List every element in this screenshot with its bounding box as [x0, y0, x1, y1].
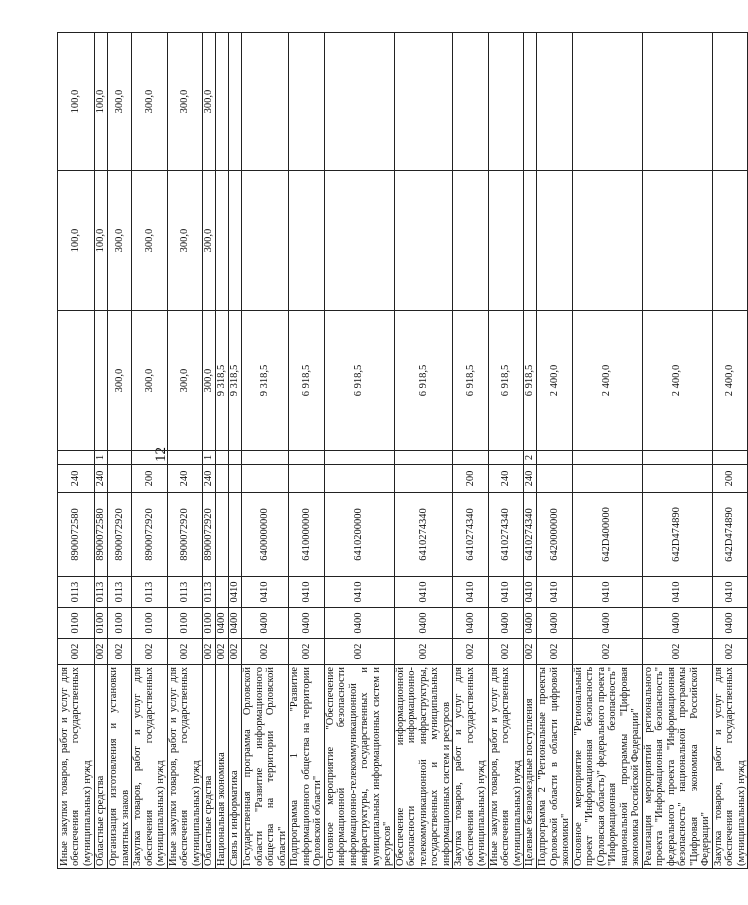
subsection-code [216, 577, 229, 608]
amount-year-1 [58, 311, 95, 451]
funding-source-code [216, 451, 229, 465]
ministry-code: 002 [203, 639, 216, 665]
section-code: 0400 [572, 608, 642, 639]
target-article-code: 642D474890 [712, 493, 748, 577]
section-code: 0400 [289, 608, 325, 639]
ministry-code: 002 [572, 639, 642, 665]
target-article-code: 6420000000 [537, 493, 573, 577]
target-article-code: 8900072580 [58, 493, 95, 577]
subsection-code: 0410 [324, 577, 394, 608]
row-name: Закупка товаров, работ и услуг для обеспечения государственных (муниципальных) нужд [712, 665, 748, 869]
ministry-code: 002 [132, 639, 168, 665]
section-code: 0400 [242, 608, 289, 639]
amount-year-1: 9 318,5 [229, 311, 242, 451]
funding-source-code [537, 451, 573, 465]
ministry-code: 002 [242, 639, 289, 665]
row-name: Подпрограмма 1 "Развитие информационного общества на территории Орловской области" [289, 665, 325, 869]
row-name: Иные закупки товаров, работ и услуг для обеспечения государственных (муниципальных) нужд [488, 665, 524, 869]
amount-year-2: 100,0 [95, 171, 108, 311]
funding-source-code [58, 451, 95, 465]
table-row [394, 33, 453, 869]
amount-year-3 [453, 33, 489, 171]
table-row [642, 33, 712, 869]
funding-source-code: 1 [95, 451, 108, 465]
expense-type-code: 240 [488, 465, 524, 493]
table-body [58, 33, 748, 869]
table-row [572, 33, 642, 869]
target-article-code: 6410274340 [488, 493, 524, 577]
target-article-code: 8900072580 [95, 493, 108, 577]
target-article-code [229, 493, 242, 577]
amount-year-1: 6 918,5 [289, 311, 325, 451]
amount-year-1: 2 400,0 [537, 311, 573, 451]
expense-type-code: 240 [58, 465, 95, 493]
subsection-code: 0410 [289, 577, 325, 608]
amount-year-3 [572, 33, 642, 171]
amount-year-2: 100,0 [58, 171, 95, 311]
amount-year-1: 6 918,5 [394, 311, 453, 451]
budget-table [57, 32, 748, 869]
subsection-code: 0410 [537, 577, 573, 608]
section-code: 0400 [229, 608, 242, 639]
funding-source-code [167, 451, 203, 465]
amount-year-3: 300,0 [167, 33, 203, 171]
expense-type-code: 200 [712, 465, 748, 493]
subsection-code: 0113 [167, 577, 203, 608]
subsection-code: 0410 [642, 577, 712, 608]
section-code: 0400 [524, 608, 537, 639]
expense-type-code: 240 [203, 465, 216, 493]
amount-year-2 [537, 171, 573, 311]
amount-year-2 [572, 171, 642, 311]
row-name: Иные закупки товаров, работ и услуг для обеспечения государственных (муниципальных) нужд [58, 665, 95, 869]
amount-year-3 [712, 33, 748, 171]
funding-source-code [572, 451, 642, 465]
expense-type-code: 200 [453, 465, 489, 493]
amount-year-1 [95, 311, 108, 451]
ministry-code: 002 [524, 639, 537, 665]
expense-type-code [572, 465, 642, 493]
funding-source-code: 2 [524, 451, 537, 465]
row-name: Иные закупки товаров, работ и услуг для обеспечения государственных (муниципальных) нужд [167, 665, 203, 869]
table-row [289, 33, 325, 869]
amount-year-2 [324, 171, 394, 311]
amount-year-2: 300,0 [203, 171, 216, 311]
target-article-code: 6410274340 [524, 493, 537, 577]
subsection-code: 0410 [453, 577, 489, 608]
ministry-code: 002 [289, 639, 325, 665]
funding-source-code [488, 451, 524, 465]
target-article-code: 6410000000 [289, 493, 325, 577]
expense-type-code [216, 465, 229, 493]
expense-type-code: 200 [132, 465, 168, 493]
subsection-code: 0410 [712, 577, 748, 608]
amount-year-3 [324, 33, 394, 171]
table-row [524, 33, 537, 869]
section-code: 0400 [712, 608, 748, 639]
amount-year-3 [229, 33, 242, 171]
target-article-code: 8900072920 [203, 493, 216, 577]
funding-source-code [242, 451, 289, 465]
table-row [108, 33, 132, 869]
amount-year-3: 300,0 [203, 33, 216, 171]
amount-year-3 [537, 33, 573, 171]
funding-source-code [324, 451, 394, 465]
row-name: Областные средства [95, 665, 108, 869]
table-row [537, 33, 573, 869]
funding-source-code [394, 451, 453, 465]
row-name: Национальная экономика [216, 665, 229, 869]
target-article-code: 642D474890 [642, 493, 712, 577]
page-number: 12 [153, 447, 169, 462]
amount-year-3: 100,0 [58, 33, 95, 171]
expense-type-code [229, 465, 242, 493]
subsection-code: 0410 [524, 577, 537, 608]
ministry-code: 002 [712, 639, 748, 665]
subsection-code: 0410 [229, 577, 242, 608]
amount-year-3: 300,0 [108, 33, 132, 171]
section-code: 0400 [394, 608, 453, 639]
subsection-code: 0410 [488, 577, 524, 608]
subsection-code: 0113 [203, 577, 216, 608]
table-row [132, 33, 168, 869]
expense-type-code: 240 [167, 465, 203, 493]
amount-year-2 [216, 171, 229, 311]
funding-source-code [132, 451, 168, 465]
amount-year-1: 300,0 [167, 311, 203, 451]
ministry-code: 002 [642, 639, 712, 665]
funding-source-code: 1 [203, 451, 216, 465]
table-row [242, 33, 289, 869]
ministry-code: 002 [537, 639, 573, 665]
ministry-code: 002 [216, 639, 229, 665]
row-name: Целевые безвозмездные поступления [524, 665, 537, 869]
amount-year-3 [289, 33, 325, 171]
section-code: 0100 [132, 608, 168, 639]
row-name: Государственная программа Орловской области "Развитие информационного общества на территории Орловской области" [242, 665, 289, 869]
target-article-code: 8900072920 [108, 493, 132, 577]
ministry-code: 002 [394, 639, 453, 665]
target-article-code: 6400000000 [242, 493, 289, 577]
amount-year-2 [242, 171, 289, 311]
expense-type-code: 240 [95, 465, 108, 493]
funding-source-code [289, 451, 325, 465]
subsection-code: 0113 [95, 577, 108, 608]
amount-year-2 [642, 171, 712, 311]
amount-year-2: 300,0 [167, 171, 203, 311]
section-code: 0400 [324, 608, 394, 639]
ministry-code: 002 [167, 639, 203, 665]
table-row [167, 33, 203, 869]
ministry-code: 002 [324, 639, 394, 665]
funding-source-code [453, 451, 489, 465]
section-code: 0400 [488, 608, 524, 639]
expense-type-code [242, 465, 289, 493]
subsection-code: 0410 [572, 577, 642, 608]
amount-year-2: 300,0 [132, 171, 168, 311]
ministry-code: 002 [95, 639, 108, 665]
section-code: 0100 [95, 608, 108, 639]
row-name: Связь и информатика [229, 665, 242, 869]
target-article-code: 642D400000 [572, 493, 642, 577]
expense-type-code [394, 465, 453, 493]
row-name: Реализация мероприятий регионального проекта "Информационная безопасность" федерального проекта "Информационная безопасность" национальной программы "Цифровая экономика Российской Федерации" [642, 665, 712, 869]
amount-year-1: 300,0 [203, 311, 216, 451]
section-code: 0100 [58, 608, 95, 639]
amount-year-3 [394, 33, 453, 171]
funding-source-code [712, 451, 748, 465]
amount-year-3: 300,0 [132, 33, 168, 171]
amount-year-1: 6 918,5 [488, 311, 524, 451]
target-article-code: 8900072920 [167, 493, 203, 577]
budget-table-rotated [57, 33, 747, 869]
subsection-code: 0113 [58, 577, 95, 608]
table-row [95, 33, 108, 869]
row-name: Организация изготовления и установки памятных знаков [108, 665, 132, 869]
table-row [712, 33, 748, 869]
expense-type-code [324, 465, 394, 493]
amount-year-2 [712, 171, 748, 311]
table-row [488, 33, 524, 869]
amount-year-2 [453, 171, 489, 311]
section-code: 0100 [167, 608, 203, 639]
target-article-code: 6410274340 [394, 493, 453, 577]
ministry-code: 002 [58, 639, 95, 665]
ministry-code: 002 [229, 639, 242, 665]
section-code: 0400 [453, 608, 489, 639]
amount-year-2 [289, 171, 325, 311]
expense-type-code [642, 465, 712, 493]
amount-year-1: 6 918,5 [324, 311, 394, 451]
subsection-code: 0113 [132, 577, 168, 608]
amount-year-2 [229, 171, 242, 311]
table-row [324, 33, 394, 869]
table-row [58, 33, 95, 869]
row-name: Обеспечение информационной безопасности информационно-телекоммуникационной инфраструктуры, государственных и муниципальных информационных систем и ресурсов [394, 665, 453, 869]
amount-year-1: 6 918,5 [453, 311, 489, 451]
amount-year-3 [524, 33, 537, 171]
expense-type-code [289, 465, 325, 493]
expense-type-code [537, 465, 573, 493]
funding-source-code [108, 451, 132, 465]
amount-year-2 [524, 171, 537, 311]
amount-year-1: 9 318,5 [242, 311, 289, 451]
ministry-code: 002 [108, 639, 132, 665]
ministry-code: 002 [453, 639, 489, 665]
row-name: Закупка товаров, работ и услуг для обеспечения государственных (муниципальных) нужд [132, 665, 168, 869]
amount-year-1: 9 318,5 [216, 311, 229, 451]
amount-year-1: 300,0 [132, 311, 168, 451]
amount-year-1: 2 400,0 [572, 311, 642, 451]
subsection-code: 0410 [394, 577, 453, 608]
amount-year-2: 300,0 [108, 171, 132, 311]
table-row [203, 33, 216, 869]
row-name: Основное мероприятие "Обеспечение информационной безопасности информационно-телекоммуникационной инфраструктуры, государственных и муниципальных информационных систем и ресурсов" [324, 665, 394, 869]
amount-year-3: 100,0 [95, 33, 108, 171]
section-code: 0100 [203, 608, 216, 639]
amount-year-2 [394, 171, 453, 311]
expense-type-code [108, 465, 132, 493]
subsection-code: 0410 [242, 577, 289, 608]
amount-year-1: 2 400,0 [642, 311, 712, 451]
target-article-code: 6410274340 [453, 493, 489, 577]
section-code: 0100 [108, 608, 132, 639]
target-article-code: 6410200000 [324, 493, 394, 577]
table-row [216, 33, 229, 869]
amount-year-3 [216, 33, 229, 171]
funding-source-code [229, 451, 242, 465]
section-code: 0400 [216, 608, 229, 639]
amount-year-1: 6 918,5 [524, 311, 537, 451]
funding-source-code [642, 451, 712, 465]
amount-year-1: 300,0 [108, 311, 132, 451]
amount-year-2 [488, 171, 524, 311]
table-row [453, 33, 489, 869]
amount-year-3 [642, 33, 712, 171]
target-article-code: 8900072920 [132, 493, 168, 577]
row-name: Подпрограмма 2 "Региональные проекты Орловской области в области цифровой экономики" [537, 665, 573, 869]
ministry-code: 002 [488, 639, 524, 665]
row-name: Закупка товаров, работ и услуг для обеспечения государственных (муниципальных) нужд [453, 665, 489, 869]
amount-year-3 [242, 33, 289, 171]
expense-type-code: 240 [524, 465, 537, 493]
row-name: Основное мероприятие "Региональный проект "Информационная безопасность (Орловская область)" федерального проекта "Информационная безопасность" национальной программы "Цифровая экономика Российской Федерации" [572, 665, 642, 869]
section-code: 0400 [537, 608, 573, 639]
amount-year-1: 2 400,0 [712, 311, 748, 451]
target-article-code [216, 493, 229, 577]
section-code: 0400 [642, 608, 712, 639]
row-name: Областные средства [203, 665, 216, 869]
table-row [229, 33, 242, 869]
amount-year-3 [488, 33, 524, 171]
subsection-code: 0113 [108, 577, 132, 608]
